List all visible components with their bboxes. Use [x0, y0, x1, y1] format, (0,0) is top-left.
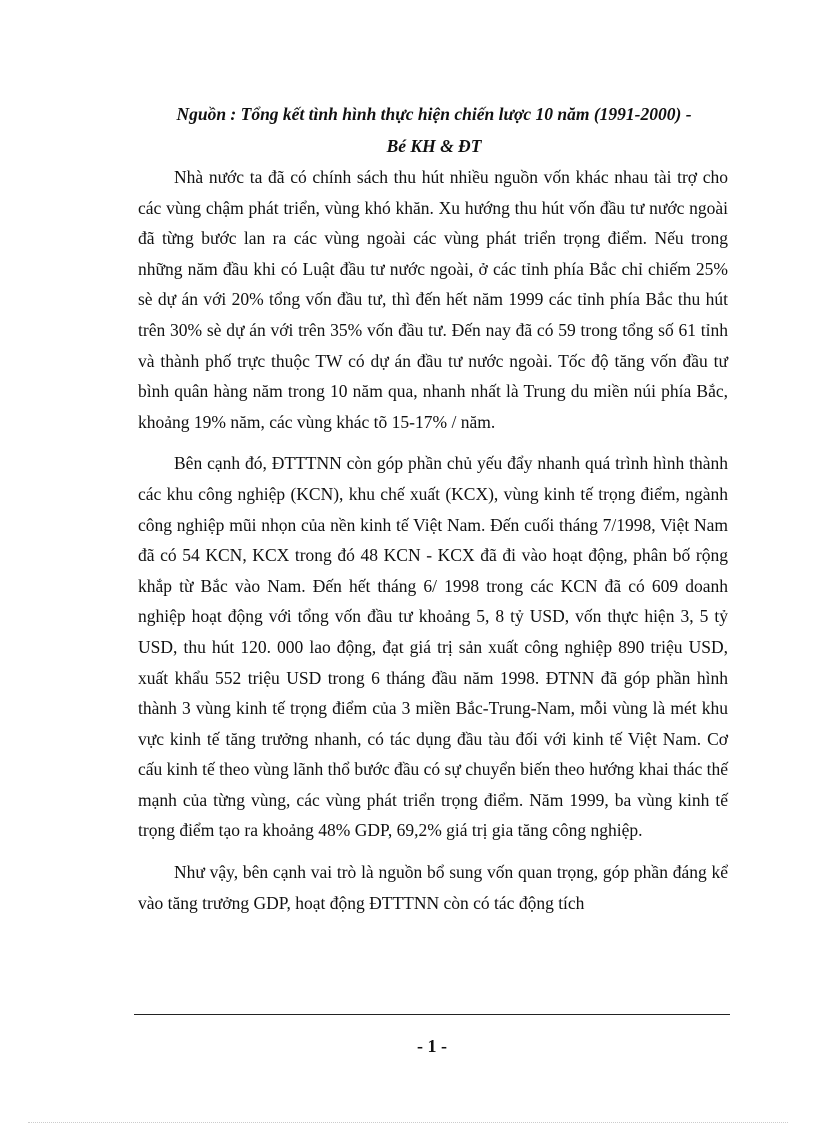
paragraph-2: Bên cạnh đó, ĐTTTNN còn góp phần chủ yếu đẩy nhanh quá trình hình thành các khu công nghiệp (KCN), khu chế xuất (KCX), vùng kinh tế trọng điểm, ngành công nghiệp mũi nhọn của nền kinh tế Việt Nam. Đến cuối tháng 7/1998, Việt Nam đã có 54 KCN, KCX trong đó 48 KCN - KCX đã đi vào hoạt động, phân bố rộng khắp từ Bắc vào Nam. Đến hết tháng 6/ 1998 trong các KCN đã có 609 doanh nghiệp hoạt động với tổng vốn đầu tư khoảng 5, 8 tỷ USD, vốn thực hiện 3, 5 tỷ USD, thu hút 120. 000 lao động, đạt giá trị sản xuất công nghiệp 890 triệu USD, xuất khẩu 552 triệu USD trong 6 tháng đầu năm 1998. ĐTNN đã góp phần hình thành 3 vùng kinh tế trọng điểm của 3 miền Bắc-Trung-Nam, mỗi vùng là mét khu vực kinh tế tăng trưởng nhanh, có tác dụng đầu tàu đối với kinh tế Việt Nam. Cơ cấu kinh tế theo vùng lãnh thổ bước đầu có sự chuyển biến theo hướng khai thác thế mạnh của từng vùng, các vùng phát triển trọng điểm. Năm 1999, ba vùng kinh tế trọng điểm tạo ra khoảng 48% GDP, 69,2% giá trị gia tăng công nghiệp.	[138, 453, 728, 841]
footer-divider	[134, 1014, 730, 1015]
source-line-1: Nguồn : Tổng kết tình hình thực hiện chiến lược 10 năm (1991-2000) -	[176, 104, 692, 124]
paragraph-3: Như vậy, bên cạnh vai trò là nguồn bổ sung vốn quan trọng, góp phần đáng kể vào tăng trưởng GDP, hoạt động ĐTTTNN còn có tác động tích	[138, 862, 728, 913]
paragraph-1: Nhà nước ta đã có chính sách thu hút nhiều nguồn vốn khác nhau tài trợ cho các vùng chậm phát triển, vùng khó khăn. Xu hướng thu hút vốn đầu tư nước ngoài đã từng bước lan ra các vùng ngoài các vùng phát triển trọng điểm. Nếu trong những năm đầu khi có Luật đầu tư nước ngoài, ở các tỉnh phía Bắc chỉ chiếm 25% sè dự án với 20% tổng vốn đầu tư, thì đến hết năm 1999 các tỉnh phía Bắc thu hút trên 30% sè dự án với trên 35% vốn đầu tư. Đến nay đã có 59 trong tổng số 61 tỉnh và thành phố trực thuộc TW có dự án đầu tư nước ngoài. Tốc độ tăng vốn đầu tư bình quân hàng năm trong 10 năm qua, nhanh nhất là Trung du miền núi phía Bắc, khoảng 19% năm, các vùng khác tõ 15-17% / năm.	[138, 167, 728, 432]
page-number: - 1 -	[417, 1036, 447, 1056]
body-text	[138, 162, 728, 929]
source-line-2: Bé KH & ĐT	[386, 136, 482, 156]
source-citation	[138, 98, 730, 162]
